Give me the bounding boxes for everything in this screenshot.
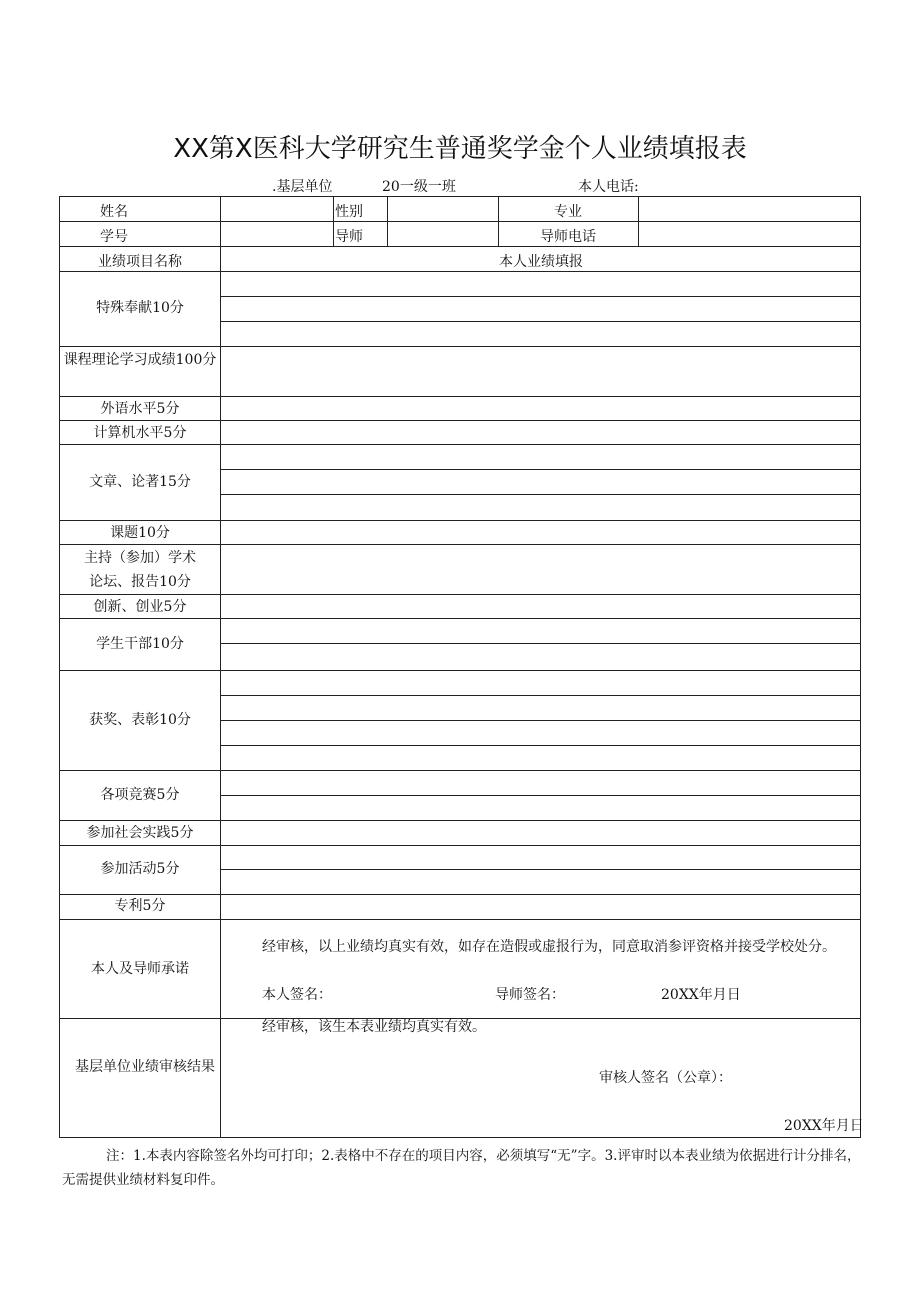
col-line [333,196,334,246]
sub-row-line [220,296,861,297]
item-label-competitions: 各项竞赛5分 [100,787,180,803]
item-label-forums: 主持（参加）学术论坛、报告10分 [84,550,196,590]
col-line [638,196,639,246]
advisor-sign-label: 导师签名： [495,987,565,1003]
sub-row-line [220,745,861,746]
sub-row-line [220,869,861,870]
sub-row-line [220,494,861,495]
item-label-social-practice: 参加社会实践5分 [86,825,194,841]
item-label-computer-skills: 计算机水平5分 [93,425,187,441]
fill-patents[interactable] [222,895,859,917]
major-label: 专业 [554,204,582,220]
col-line [220,196,221,1138]
review-date: 20XX年月日 [784,1118,864,1134]
fill-computer-skills[interactable] [222,421,859,443]
advisor-field[interactable] [389,225,498,245]
fill-foreign-language[interactable] [222,397,859,419]
self-sign-label: 本人签名： [262,987,332,1003]
advisor-label: 导师 [335,229,363,245]
sub-row-line [220,695,861,696]
phone-label: 本人电话: [578,179,639,195]
fill-column-header: 本人业绩填报 [499,254,583,270]
item-label-special-contribution: 特殊奉献10分 [96,300,184,316]
footnote: 注：1.本表内容除签名外均可打印；2.表格中不存在的项目内容，必须填写“无”字。3.评审时以本表业绩为依据进行计分排名，无需提供业绩材料复印件。 [62,1148,861,1188]
fill-projects[interactable] [222,521,859,543]
sub-row-line [220,469,861,470]
sub-row-line [220,795,861,796]
item-label-foreign-language: 外语水平5分 [100,401,180,417]
item-column-header: 业绩项目名称 [98,254,182,270]
fill-forums[interactable] [222,546,859,592]
fill-innovation[interactable] [222,595,859,617]
item-label-activities: 参加活动5分 [100,861,180,877]
unit-label: .基层单位 [272,179,333,195]
review-label: 基层单位业绩审核结果 [75,1059,215,1075]
item-label-student-cadre: 学生干部10分 [96,636,184,652]
item-label-papers: 文章、论著15分 [89,474,191,490]
row-line [59,221,861,222]
row-line [59,770,861,771]
row-line [59,919,861,920]
row-line [59,246,861,247]
student-id-label: 学号 [100,229,128,245]
gender-field[interactable] [389,200,498,220]
sub-row-line [220,321,861,322]
class-label: 20一级一班 [382,179,456,195]
item-label-patents: 专利5分 [114,898,166,914]
row-line [59,670,861,671]
name-field[interactable] [222,200,333,220]
sub-row-line [220,643,861,644]
item-label-projects: 课题10分 [110,525,170,541]
item-label-innovation: 创新、创业5分 [93,599,187,615]
review-text: 经审核，该生本表业绩均真实有效。 [262,1019,486,1035]
reviewer-sign-label: 审核人签名（公章）： [599,1070,732,1086]
row-line [59,845,861,846]
pledge-label: 本人及导师承诺 [91,961,189,977]
item-label-awards: 获奖、表彰10分 [89,712,191,728]
col-line [387,196,388,246]
student-id-field[interactable] [222,225,333,245]
advisor-phone-field[interactable] [640,225,860,245]
name-label: 姓名 [100,204,128,220]
major-field[interactable] [640,200,860,220]
gender-label: 性别 [335,204,363,220]
fill-special-contribution-1[interactable] [222,273,859,295]
page-title: XX第X医科大学研究生普通奖学金个人业绩填报表 [173,134,747,164]
pledge-text: 经审核，以上业绩均真实有效，如存在造假或虚报行为，同意取消参评资格并接受学校处分。 [262,939,836,955]
advisor-phone-label: 导师电话 [540,229,596,245]
fill-course-grades[interactable] [222,348,859,394]
row-line [59,346,861,347]
item-label-course-grades: 课程理论学习成绩100分 [63,352,217,368]
pledge-date: 20XX年月日 [661,987,741,1003]
row-line [59,271,861,272]
sub-row-line [220,720,861,721]
